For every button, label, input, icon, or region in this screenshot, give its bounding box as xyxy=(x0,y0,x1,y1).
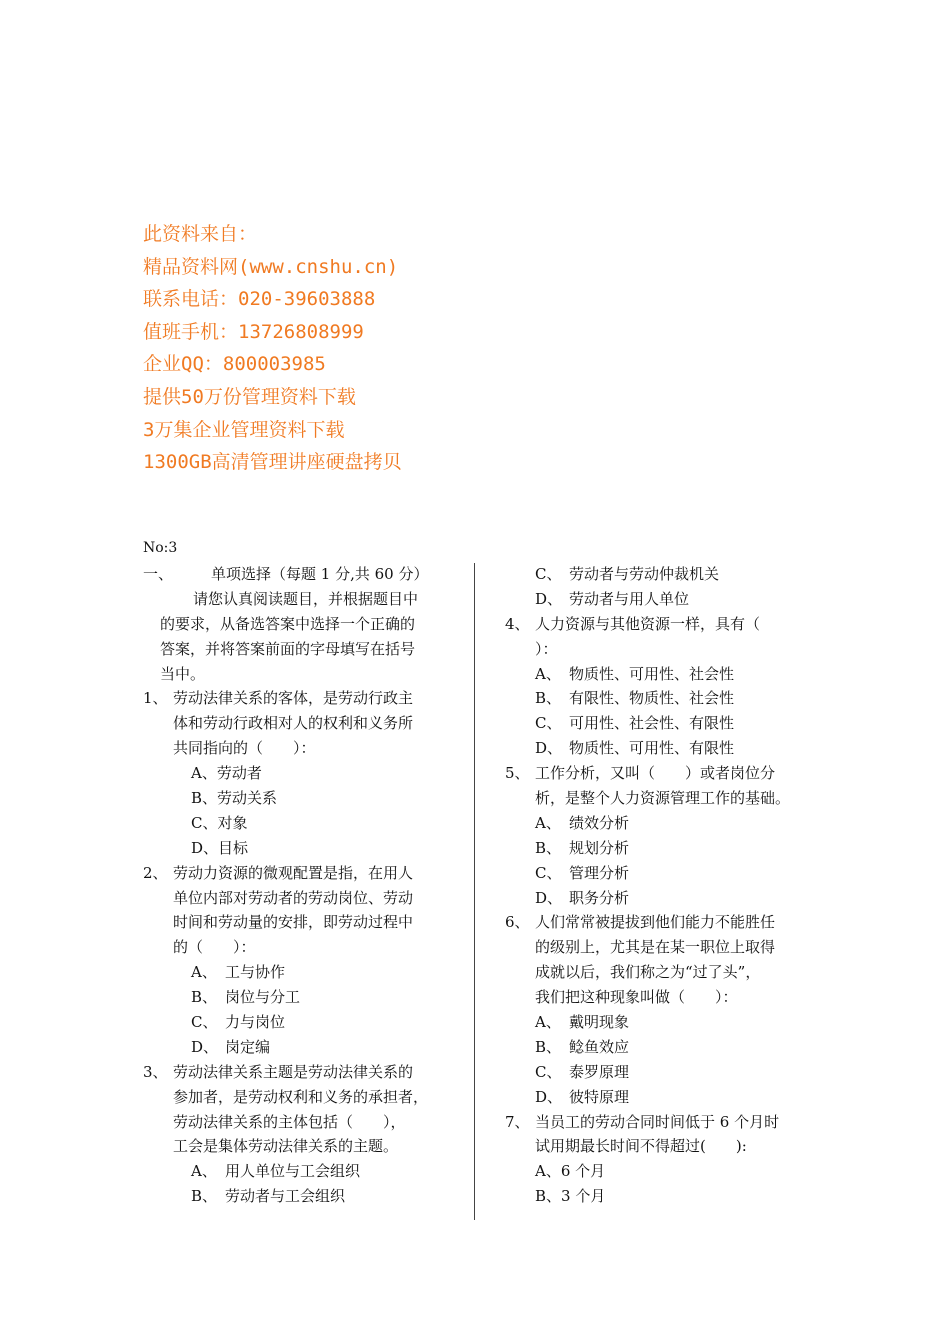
question-number: 6、 xyxy=(505,913,530,932)
question-3 xyxy=(143,1060,468,1209)
question-text: 人力资源与其他资源一样，具有（ xyxy=(535,614,761,633)
question-text: 参加者，是劳动权利和义务的承担者， xyxy=(173,1087,429,1106)
option-text: 绩效分析 xyxy=(569,813,630,832)
instructions xyxy=(143,587,468,687)
question-text: 工作分析，又叫（ ）或者岗位分 xyxy=(535,764,776,783)
question-text: 析，是整个人力资源管理工作的基础。 xyxy=(535,789,791,808)
option xyxy=(143,786,468,811)
option-label: C、 xyxy=(535,863,562,882)
option-label: C、 xyxy=(191,1013,218,1032)
option xyxy=(505,1035,825,1060)
option-text: 力与岗位 xyxy=(225,1013,286,1032)
section-number: 一、 xyxy=(143,565,174,583)
option-label: D、 xyxy=(191,838,219,857)
option-label: A、 xyxy=(535,1162,561,1181)
question-text: 劳动法律关系的主体包括（ ）， xyxy=(173,1112,406,1131)
option xyxy=(505,562,825,587)
question-text: 人们常常被提拔到他们能力不能胜任 xyxy=(535,913,776,932)
option xyxy=(505,587,825,612)
option-label: C、 xyxy=(535,1062,562,1081)
option xyxy=(505,886,825,911)
question-3-continued xyxy=(505,562,825,612)
left-column xyxy=(143,562,468,1209)
option xyxy=(143,811,468,836)
document-number: No:3 xyxy=(143,540,178,556)
question-5 xyxy=(505,761,825,910)
question-text: 体和劳动行政相对人的权利和义务所 xyxy=(173,714,414,733)
question-text: 的（ ）： xyxy=(173,938,256,957)
option xyxy=(143,1035,468,1060)
option xyxy=(505,836,825,861)
option xyxy=(505,711,825,736)
option xyxy=(143,1010,468,1035)
question-number: 3、 xyxy=(143,1062,168,1081)
option-label: D、 xyxy=(191,1037,219,1056)
option-text: 劳动关系 xyxy=(217,789,278,808)
option xyxy=(143,960,468,985)
header-line-offer-3: 1300GB高清管理讲座硬盘拷贝 xyxy=(143,451,402,474)
header-line-website: 精品资料网(www.cnshu.cn) xyxy=(143,255,399,278)
option-label: D、 xyxy=(535,589,563,608)
option-text: 劳动者与工会组织 xyxy=(225,1187,346,1206)
option-text: 鲶鱼效应 xyxy=(569,1037,630,1056)
option xyxy=(505,811,825,836)
option xyxy=(505,1060,825,1085)
header-line-phone: 联系电话：020-39603888 xyxy=(143,288,376,311)
question-text: 试用期最长时间不得超过( ): xyxy=(535,1137,747,1156)
question-text: 的级别上，尤其是在某一职位上取得 xyxy=(535,938,776,957)
option xyxy=(505,1184,825,1209)
option xyxy=(505,1010,825,1035)
option xyxy=(505,736,825,761)
option-text: 岗位与分工 xyxy=(225,988,301,1007)
option-label: B、 xyxy=(535,838,562,857)
option xyxy=(143,761,468,786)
option-text: 戴明现象 xyxy=(569,1013,630,1032)
option-text: 岗定编 xyxy=(225,1037,271,1056)
option xyxy=(505,861,825,886)
option xyxy=(143,1184,468,1209)
question-number: 5、 xyxy=(505,764,530,783)
column-divider xyxy=(474,563,475,1220)
option-text: 对象 xyxy=(217,813,248,832)
option-text: 劳动者与用人单位 xyxy=(569,589,690,608)
option-text: 3 个月 xyxy=(561,1187,606,1206)
question-text: 成就以后，我们称之为“过了头”， xyxy=(535,963,761,982)
option xyxy=(143,836,468,861)
option xyxy=(505,1085,825,1110)
question-text: 劳动力资源的微观配置是指，在用人 xyxy=(173,863,414,882)
question-1 xyxy=(143,686,468,860)
option-label: D、 xyxy=(535,1087,563,1106)
question-text: 我们把这种现象叫做（ ）： xyxy=(535,988,738,1007)
right-column xyxy=(505,562,825,1209)
instruction-line: 当中。 xyxy=(160,664,206,683)
option-label: B、 xyxy=(535,1187,562,1206)
question-text: 劳动法律关系主题是劳动法律关系的 xyxy=(173,1062,414,1081)
option-text: 有限性、物质性、社会性 xyxy=(569,689,735,708)
option-label: D、 xyxy=(535,888,563,907)
instruction-line: 请您认真阅读题目，并根据题目中 xyxy=(193,589,419,608)
question-6 xyxy=(505,910,825,1109)
option-label: D、 xyxy=(535,739,563,758)
question-number: 1、 xyxy=(143,689,168,708)
instruction-line: 的要求，从备选答案中选择一个正确的 xyxy=(160,614,416,633)
option-label: A、 xyxy=(191,1162,217,1181)
header-line-source: 此资料来自： xyxy=(143,223,258,245)
question-text: 工会是集体劳动法律关系的主题。 xyxy=(173,1137,399,1156)
option-label: B、 xyxy=(535,689,562,708)
question-text: 单位内部对劳动者的劳动岗位、劳动 xyxy=(173,888,414,907)
option xyxy=(505,686,825,711)
option-text: 彼特原理 xyxy=(569,1087,630,1106)
option-label: A、 xyxy=(535,1013,561,1032)
option-label: B、 xyxy=(191,1187,218,1206)
option-label: C、 xyxy=(535,714,562,733)
question-text: 劳动法律关系的客体，是劳动行政主 xyxy=(173,689,414,708)
option-text: 6 个月 xyxy=(560,1162,606,1181)
header-line-qq: 企业QQ：800003985 xyxy=(143,353,326,376)
instruction-line: 答案，并将答案前面的字母填写在括号 xyxy=(160,639,416,658)
question-text: 共同指向的（ ）： xyxy=(173,739,316,758)
question-text: 时间和劳动量的安排，即劳动过程中 xyxy=(173,913,414,932)
option xyxy=(143,985,468,1010)
option-label: A、 xyxy=(535,664,561,683)
option-text: 规划分析 xyxy=(569,838,630,857)
section-heading xyxy=(143,562,468,587)
option-text: 劳动者与劳动仲裁机关 xyxy=(569,565,720,583)
source-header xyxy=(143,218,402,479)
option-label: A、 xyxy=(191,963,217,982)
question-number: 2、 xyxy=(143,863,168,882)
question-text: ）： xyxy=(535,639,558,658)
option-text: 管理分析 xyxy=(569,863,630,882)
option-label: B、 xyxy=(535,1037,562,1056)
question-7 xyxy=(505,1110,825,1210)
option xyxy=(143,1159,468,1184)
option xyxy=(505,1159,825,1184)
question-text: 当员工的劳动合同时间低于 6 个月时 xyxy=(535,1112,780,1131)
question-number: 7、 xyxy=(505,1112,530,1131)
option-text: 劳动者 xyxy=(216,764,262,783)
option-label: A、 xyxy=(191,764,217,783)
option-text: 目标 xyxy=(218,838,249,857)
header-line-offer-1: 提供50万份管理资料下载 xyxy=(143,385,356,408)
option-label: C、 xyxy=(191,813,218,832)
option-label: C、 xyxy=(535,565,562,583)
question-2 xyxy=(143,861,468,1060)
header-line-mobile: 值班手机：13726808999 xyxy=(143,320,364,343)
option-text: 职务分析 xyxy=(569,888,630,907)
option-text: 用人单位与工会组织 xyxy=(225,1162,361,1181)
option-label: B、 xyxy=(191,988,218,1007)
option-text: 物质性、可用性、社会性 xyxy=(569,664,735,683)
section-title: 单项选择（每题 1 分,共 60 分） xyxy=(211,565,429,583)
header-line-offer-2: 3万集企业管理资料下载 xyxy=(143,418,345,441)
option-label: A、 xyxy=(535,813,561,832)
question-number: 4、 xyxy=(505,614,530,633)
option-text: 可用性、社会性、有限性 xyxy=(569,714,735,733)
question-4 xyxy=(505,612,825,761)
option-text: 工与协作 xyxy=(225,963,286,982)
option-text: 泰罗原理 xyxy=(569,1062,630,1081)
option xyxy=(505,662,825,687)
option-label: B、 xyxy=(191,789,218,808)
option-text: 物质性、可用性、有限性 xyxy=(569,739,735,758)
